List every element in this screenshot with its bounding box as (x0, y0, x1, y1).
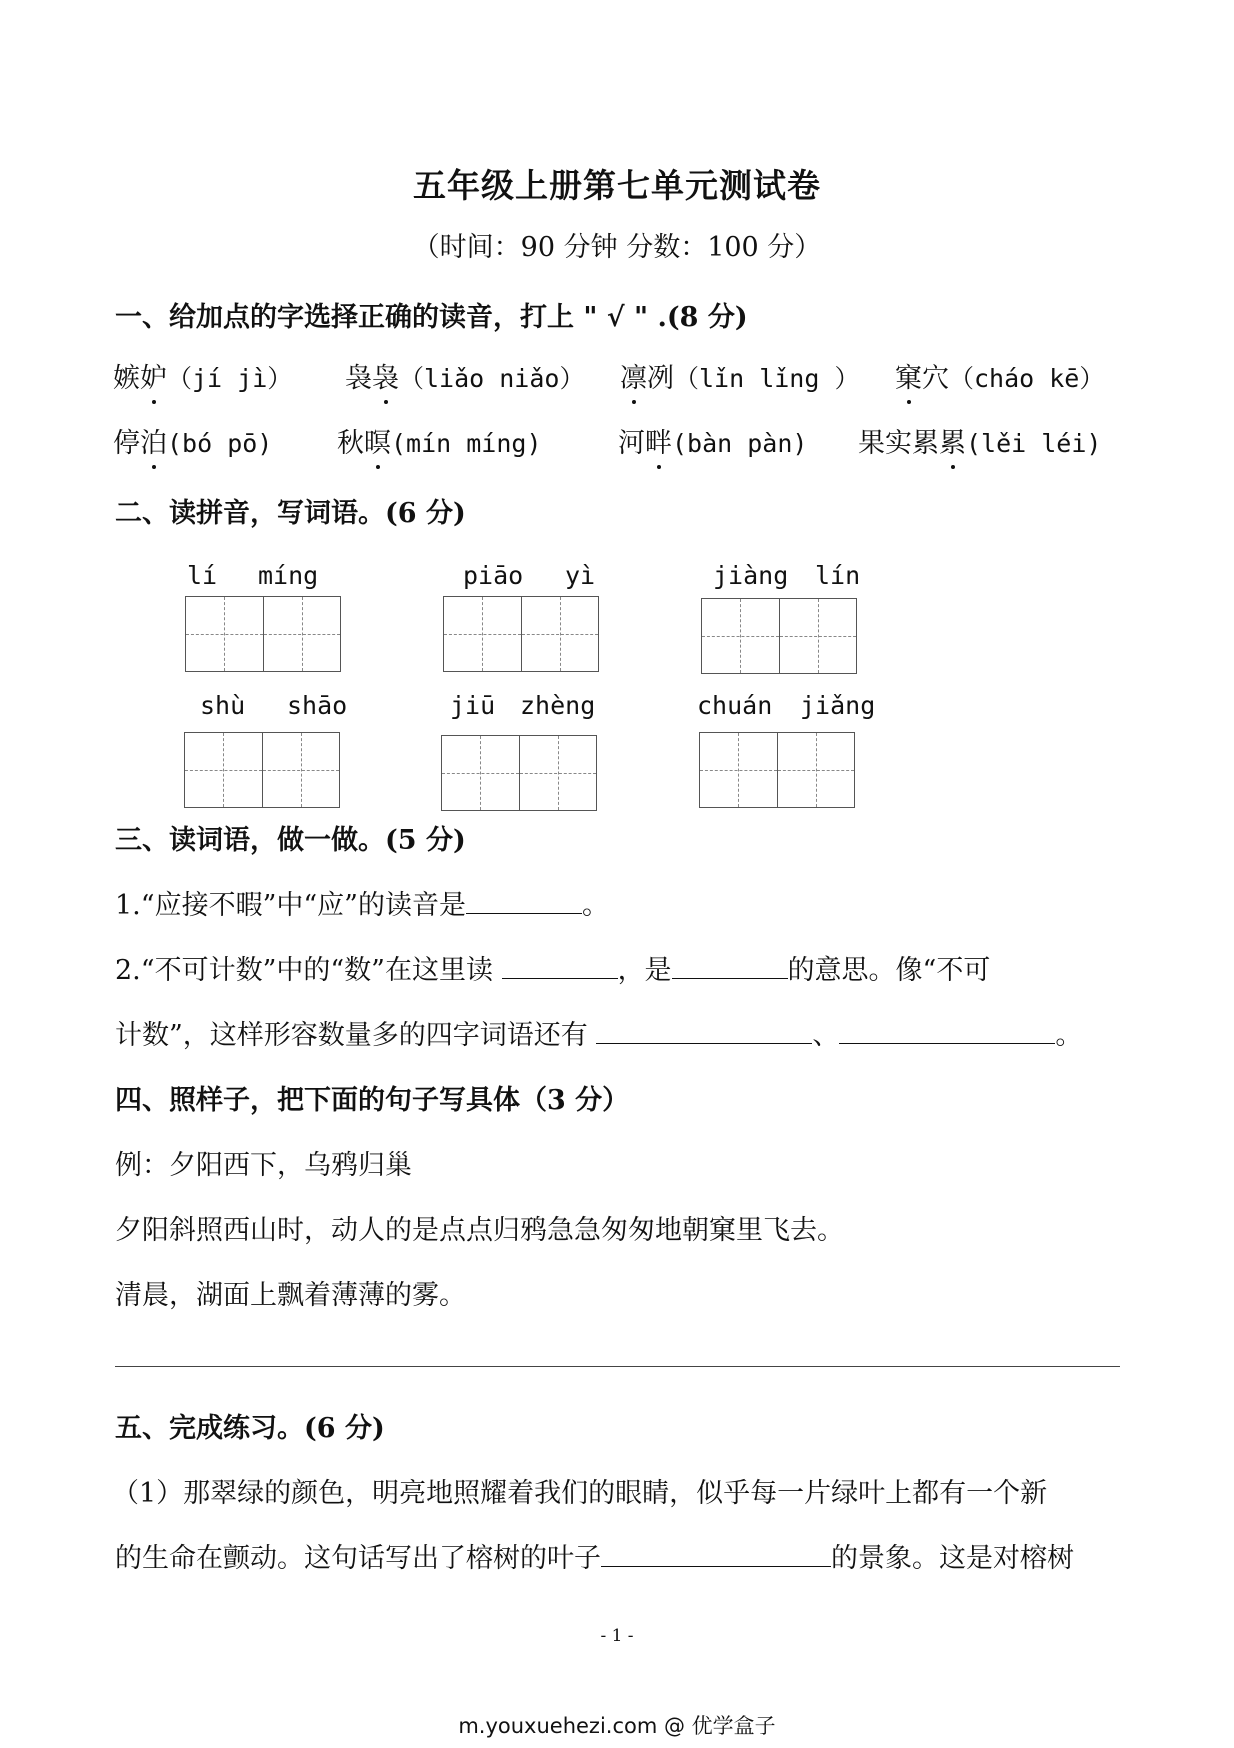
exam-info: （时间：90 分钟 分数：100 分） (412, 232, 822, 263)
answer-blank[interactable] (839, 1019, 1055, 1044)
pronunciation-item: 嫉妒（jí jì） (113, 356, 292, 395)
section-5-heading: 五、完成练习。(6 分) (115, 1413, 385, 1444)
question-3-2: 2.“不可计数”中的“数”在这里读 ，是 的意思。像“不可 (115, 955, 991, 986)
pinyin-label: lí (187, 561, 218, 590)
pronunciation-item: 凛冽（lǐn lǐng ） (620, 356, 859, 395)
pinyin-label: míng (258, 561, 319, 590)
question-3-1: 1.“应接不暇”中“应”的读音是 。 (115, 890, 609, 921)
pronunciation-item: 停泊(bó pō) (113, 421, 272, 460)
answer-blank[interactable] (672, 954, 788, 979)
task-sentence: 清晨，湖面上飘着薄薄的雾。 (115, 1280, 466, 1311)
section-2-heading: 二、读拼音，写词语。(6 分) (115, 498, 466, 529)
pronunciation-item: 袅袅（liǎo niǎo） (345, 356, 584, 395)
pronunciation-item: 河畔(bàn pàn) (618, 421, 807, 460)
pinyin-label: piāo (463, 561, 524, 590)
answer-blank[interactable] (601, 1542, 831, 1567)
footer-watermark: m.youxuehezi.com @ 优学盒子 (458, 1714, 776, 1738)
passage-line-1: （1）那翠绿的颜色，明亮地照耀着我们的眼睛，似乎每一片绿叶上都有一个新 (112, 1478, 1048, 1509)
pronunciation-item: 果实累累(lěi léi) (858, 421, 1101, 460)
page-title: 五年级上册第七单元测试卷 (413, 166, 821, 205)
question-3-2-cont: 计数”，这样形容数量多的四字词语还有 、 。 (115, 1020, 1083, 1051)
section-4-heading: 四、照样子，把下面的句子写具体（3 分） (115, 1085, 630, 1116)
section-1-heading: 一、给加点的字选择正确的读音，打上 " √ " .(8 分) (115, 302, 748, 333)
writing-grid[interactable] (441, 735, 597, 811)
pinyin-label: lín (815, 561, 861, 590)
writing-grid[interactable] (701, 598, 857, 674)
pinyin-label: zhèng (520, 691, 596, 720)
writing-grid[interactable] (699, 732, 855, 808)
pinyin-label: shāo (287, 691, 348, 720)
example-sentence: 例：夕阳西下，乌鸦归巢 (115, 1150, 412, 1181)
answer-blank[interactable] (502, 954, 618, 979)
pinyin-label: shù (200, 691, 246, 720)
pronunciation-item: 窠穴（cháo kē） (895, 356, 1104, 395)
page-number: - 1 - (600, 1626, 634, 1646)
writing-grid[interactable] (443, 596, 599, 672)
pinyin-label: chuán (697, 691, 773, 720)
writing-grid[interactable] (184, 732, 340, 808)
passage-line-2: 的生命在颤动。这句话写出了榕树的叶子 的景象。这是对榕树 (115, 1543, 1074, 1574)
answer-line[interactable] (115, 1366, 1120, 1367)
answer-blank[interactable] (466, 889, 582, 914)
writing-grid[interactable] (185, 596, 341, 672)
pronunciation-item: 秋暝(mín míng) (337, 421, 542, 460)
pinyin-label: jiǎng (800, 691, 876, 720)
section-3-heading: 三、读词语，做一做。(5 分) (115, 825, 466, 856)
pinyin-label: yì (565, 561, 596, 590)
pinyin-label: jiàng (713, 561, 789, 590)
pinyin-label: jiū (450, 691, 496, 720)
example-expanded: 夕阳斜照西山时，动人的是点点归鸦急急匆匆地朝窠里飞去。 (115, 1215, 844, 1246)
answer-blank[interactable] (596, 1019, 812, 1044)
